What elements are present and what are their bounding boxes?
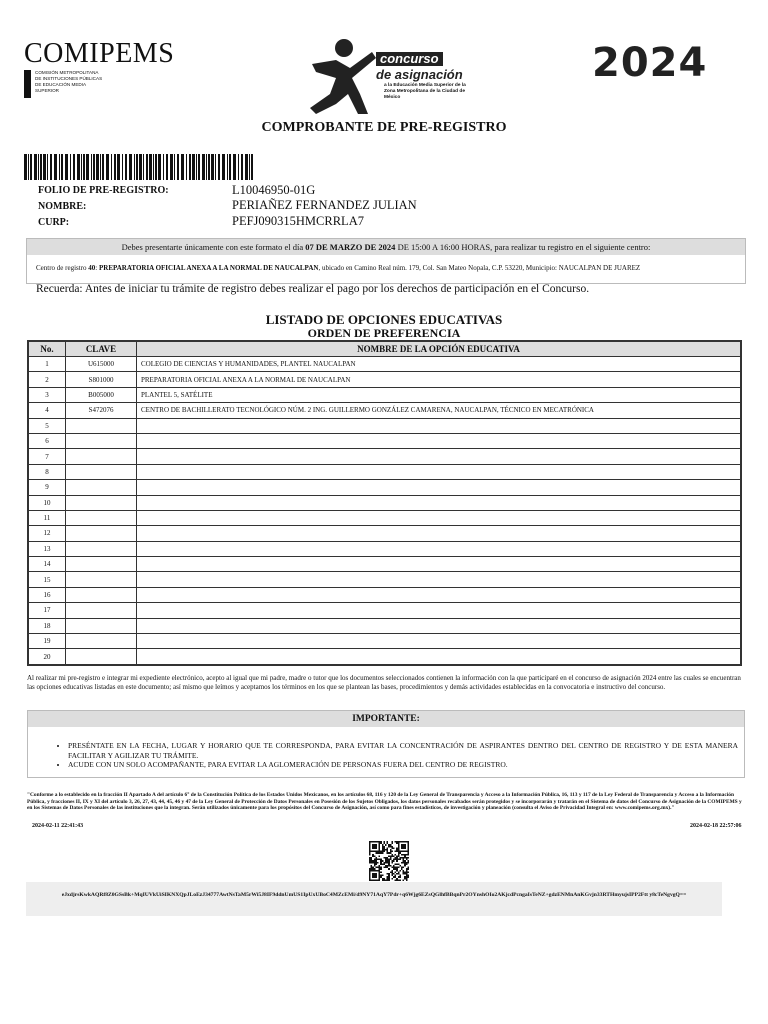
cell-no: 10 — [28, 495, 66, 510]
cell-clave — [66, 510, 137, 525]
qr-code-image — [369, 841, 409, 881]
verification-hash-box — [26, 882, 722, 916]
cell-clave — [66, 433, 137, 448]
cell-nombre: COLEGIO DE CIENCIAS Y HUMANIDADES, PLANTEL NAUCALPAN — [137, 357, 742, 372]
cell-no: 7 — [28, 449, 66, 464]
name-value: PERIAÑEZ FERNANDEZ JULIAN — [232, 198, 417, 212]
cell-no: 11 — [28, 510, 66, 525]
org-subtitle: COMISIÓN METROPOLITANA DE INSTITUCIONES PÚBLICAS DE EDUCACIÓN MEDIA SUPERIOR — [35, 70, 103, 93]
cell-no: 3 — [28, 387, 66, 402]
cell-clave — [66, 526, 137, 541]
cell-clave — [66, 418, 137, 433]
list-item: • PRESÉNTATE EN LA FECHA, LUGAR Y HORARIO QUE TE CORRESPONDA, PARA EVITAR LA CONCENTRACIÓN DE ASPIRANTES DENTRO DEL CENTRO DE REGISTRO Y DE ESTA MANERA FACILITAR Y AGILIZAR TU TRÁMITE. — [68, 741, 738, 760]
cell-nombre — [137, 495, 742, 510]
cell-clave — [66, 480, 137, 495]
cell-no: 18 — [28, 618, 66, 633]
legal-notice: "Conforme a lo establecido en la fracción II Apartado A del artículo 6° de la Constitución Política de los Estados Unidos Mexicanos, en los artículos 68, 116 y 120 de la Ley General de Transparencia y Acceso a la Información Pública, 16, 113 y 117 de la Ley Federal de Transparencia y Acceso a la Información Pública, y fracciones II, IX y XI del artículo 3, 26, 27, 43, 44, 45, 46 y 47 de la Ley General de Protección de Datos Personales en Posesión de los Sujetos Obligados, los datos personales recabados serán protegidos y se incorporarán y tratarán en el Sistema de datos del Concurso de Asignación de la COMIPEMS y en los Sistemas de Datos Personales de las instituciones que la integran. Serán utilizados únicamente para los propósitos del Concurso de Asignación, así como para fines estadísticos, de investigación y planeación (consulta el Aviso de Privacidad Integral en: www.comipems.org.mx)." — [27, 792, 742, 812]
cell-no: 15 — [28, 572, 66, 587]
org-name: COMIPEMS — [24, 38, 175, 69]
table-row — [28, 387, 741, 402]
cell-nombre — [137, 649, 742, 665]
table-row — [28, 557, 741, 572]
cell-no: 12 — [28, 526, 66, 541]
table-row — [28, 357, 741, 372]
document-title: COMPROBANTE DE PRE-REGISTRO — [261, 120, 507, 135]
cell-no: 2 — [28, 372, 66, 387]
table-row — [28, 603, 741, 618]
cell-nombre — [137, 464, 742, 479]
concurso-logo — [306, 38, 476, 116]
table-row — [28, 403, 741, 418]
cell-nombre: PLANTEL 5, SATÉLITE — [137, 387, 742, 402]
notice-prefix: Debes presentarte únicamente con este formato el día — [121, 242, 304, 252]
cell-clave — [66, 464, 137, 479]
column-header-clave: CLAVE — [66, 341, 137, 357]
options-body — [28, 357, 741, 665]
notice-suffix: DE 15:00 A 16:00 HORAS, para realizar tu registro en el siguiente centro: — [397, 242, 651, 252]
table-row — [28, 480, 741, 495]
table-row — [28, 449, 741, 464]
remember-text: Recuerda: Antes de iniciar tu trámite de registro debes realizar el pago por los derechos de participación en el Concurso. — [36, 283, 590, 295]
cell-no: 13 — [28, 541, 66, 556]
folio-value: L10046950-01G — [232, 183, 316, 197]
table-row — [28, 541, 741, 556]
cell-no: 14 — [28, 557, 66, 572]
cell-clave: U615000 — [66, 357, 137, 372]
table-row — [28, 495, 741, 510]
cell-clave — [66, 572, 137, 587]
disclaimer-text: Al realizar mi pre-registro e integrar mi expediente electrónico, acepto al igual que mi padre, madre o tutor que los documentos seleccionados contienen la información con la que participaré en el concurso de asignación 2024 entre las cuales se encuentran las opciones educativas listadas en este documento; así mismo que leímos y aceptamos los términos en los que se plantean las bases, procedimientos y demás actividades establecidas en la convocatoria e instructivo del concurso. — [27, 674, 741, 691]
curp-label: CURP: — [38, 217, 70, 228]
cell-nombre — [137, 433, 742, 448]
table-row — [28, 433, 741, 448]
table-row — [28, 587, 741, 602]
table-row — [28, 634, 741, 649]
important-box — [27, 710, 745, 778]
cell-no: 6 — [28, 433, 66, 448]
table-row — [28, 418, 741, 433]
center-address: , ubicado en Camino Real núm. 179, Col. San Mateo Nopala, C.P. 53220, Municipio: NAUCALPAN DE JUAREZ — [318, 264, 641, 272]
cell-nombre — [137, 449, 742, 464]
cell-nombre — [137, 526, 742, 541]
table-row — [28, 372, 741, 387]
notice-header — [27, 239, 745, 255]
name-label: NOMBRE: — [38, 201, 87, 212]
cell-nombre — [137, 541, 742, 556]
cell-no: 8 — [28, 464, 66, 479]
contest-tagline: a la Educación Media Superior de la Zona Metropolitana de la Ciudad de México — [384, 83, 466, 100]
cell-clave — [66, 618, 137, 633]
table-row — [28, 649, 741, 665]
options-subtitle: ORDEN DE PREFERENCIA — [307, 326, 461, 340]
cell-clave — [66, 649, 137, 665]
cell-clave: S472076 — [66, 403, 137, 418]
cell-nombre — [137, 510, 742, 525]
timestamp-left: 2024-02-11 22:41:43 — [32, 823, 84, 829]
list-item: • ACUDE CON UN SOLO ACOMPAÑANTE, PARA EVITAR LA AGLOMERACIÓN DE PERSONAS FUERA DEL CENTRO DE REGISTRO. — [68, 760, 738, 770]
table-row — [28, 464, 741, 479]
contest-title: concurso — [376, 52, 443, 66]
cell-clave — [66, 495, 137, 510]
notice-date: 07 DE MARZO DE 2024 — [305, 242, 396, 252]
center-number: 40 — [88, 264, 96, 272]
cell-no: 9 — [28, 480, 66, 495]
year-label: 2024 — [592, 40, 708, 86]
cell-nombre — [137, 618, 742, 633]
options-table — [27, 340, 742, 666]
cell-clave — [66, 557, 137, 572]
cell-nombre — [137, 557, 742, 572]
verification-hash: eJxdjrsKwkAQRf8Z0GSsBk+MqIUVkUiSIKNXQpJLoEzJ34777AwtNsTaM5rWi5J8IF9ddnUmUS1IpUxUBoC4MZcEMi/d9NY71AqY7Pdr+q6Wjg6EZsQGlhfBBqnPr2OYnshOIo2AKjcdPcngaIsTeNZ+gdzENMnAnKGvjn33RTHmyujsIPP2Ftt y8cTeNgvgQ== — [61, 892, 687, 898]
important-list — [28, 741, 738, 770]
registration-notice — [26, 238, 746, 284]
options-title: LISTADO DE OPCIONES EDUCATIVAS — [265, 312, 503, 327]
cell-clave: S801000 — [66, 372, 137, 387]
cell-no: 5 — [28, 418, 66, 433]
table-header-row — [28, 341, 741, 357]
curp-value: PEFJ090315HMCRRLA7 — [232, 214, 364, 228]
table-row — [28, 510, 741, 525]
cell-no: 16 — [28, 587, 66, 602]
cell-nombre — [137, 572, 742, 587]
center-name: PREPARATORIA OFICIAL ANEXA A LA NORMAL DE NAUCALPAN — [99, 264, 319, 272]
running-figure-icon — [306, 38, 378, 116]
column-header-nombre: NOMBRE DE LA OPCIÓN EDUCATIVA — [137, 341, 742, 357]
timestamp-right: 2024-02-18 22:57:06 — [690, 823, 742, 829]
cell-clave: B005000 — [66, 387, 137, 402]
cell-clave — [66, 541, 137, 556]
cell-clave — [66, 603, 137, 618]
cell-nombre — [137, 480, 742, 495]
cell-clave — [66, 587, 137, 602]
table-row — [28, 572, 741, 587]
table-row — [28, 526, 741, 541]
column-header-no: No. — [28, 341, 66, 357]
cell-nombre — [137, 587, 742, 602]
barcode-image — [24, 154, 256, 180]
cell-clave — [66, 634, 137, 649]
cell-no: 4 — [28, 403, 66, 418]
notice-center: Centro de registro 40: PREPARATORIA OFICIAL ANEXA A LA NORMAL DE NAUCALPAN, ubicado en Camino Real núm. 179, Col. San Mateo Nopala, C.P. 53220, Municipio: NAUCALPAN DE JUAREZ — [36, 264, 641, 272]
logo-bar — [24, 70, 31, 98]
cell-no: 17 — [28, 603, 66, 618]
cell-nombre — [137, 603, 742, 618]
center-prefix: Centro de registro — [36, 264, 87, 272]
cell-no: 1 — [28, 357, 66, 372]
table-row — [28, 618, 741, 633]
cell-no: 20 — [28, 649, 66, 665]
important-title: IMPORTANTE: — [28, 711, 744, 727]
cell-no: 19 — [28, 634, 66, 649]
cell-clave — [66, 449, 137, 464]
cell-nombre: PREPARATORIA OFICIAL ANEXA A LA NORMAL DE NAUCALPAN — [137, 372, 742, 387]
comipems-logo — [24, 40, 184, 98]
cell-nombre — [137, 634, 742, 649]
contest-subtitle: de asignación — [376, 67, 463, 82]
folio-label: FOLIO DE PRE-REGISTRO: — [38, 185, 169, 196]
cell-nombre: CENTRO DE BACHILLERATO TECNOLÓGICO NÚM. 2 ING. GUILLERMO GONZÁLEZ CAMARENA, NAUCALPAN, TÉCNICO EN MECATRÓNICA — [137, 403, 742, 418]
cell-nombre — [137, 418, 742, 433]
